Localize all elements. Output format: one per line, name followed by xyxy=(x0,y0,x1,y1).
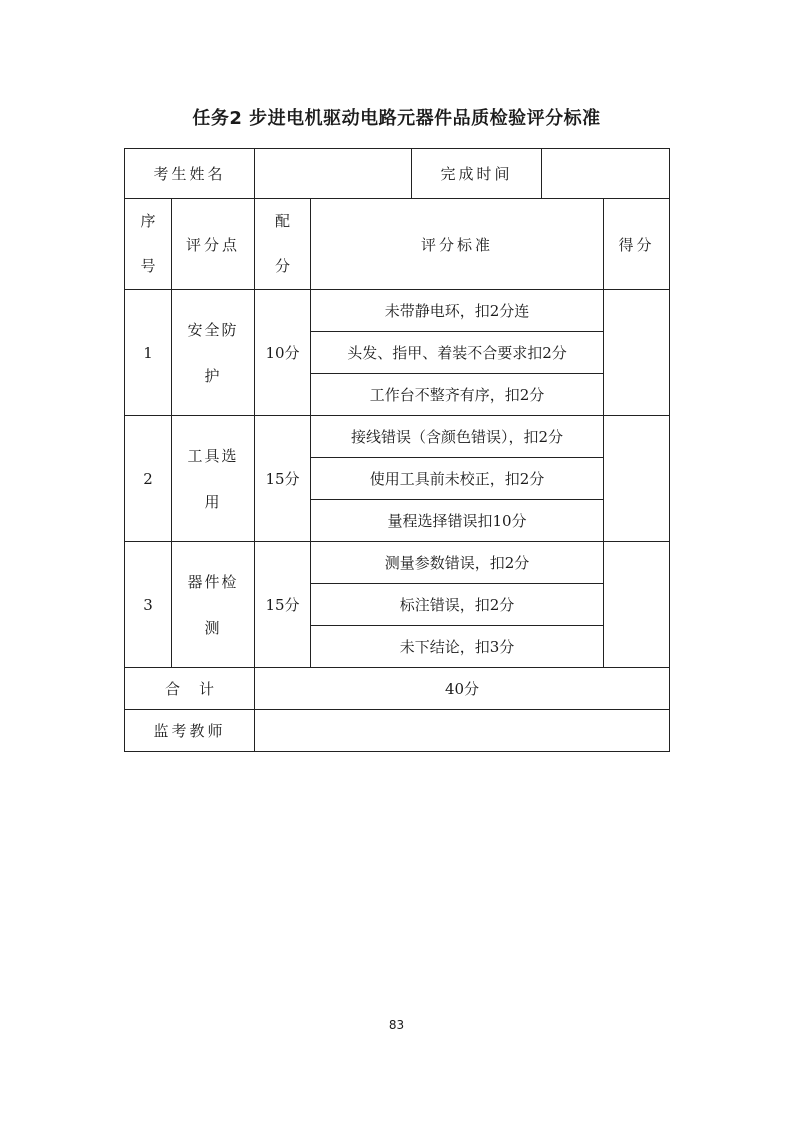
row-score: 15分 xyxy=(255,542,311,668)
row-seq: 2 xyxy=(125,416,172,542)
criteria-item: 未下结论，扣3分 xyxy=(311,626,604,668)
row-point: 器件检 测 xyxy=(172,542,255,668)
scoring-table xyxy=(124,148,670,752)
criteria-item: 测量参数错误，扣2分 xyxy=(311,542,604,584)
page-number: 83 xyxy=(388,1018,405,1032)
earned-score-cell[interactable] xyxy=(604,416,670,542)
row-seq: 1 xyxy=(125,290,172,416)
criteria-item: 使用工具前未校正，扣2分 xyxy=(311,458,604,500)
supervisor-label: 监考教师 xyxy=(125,710,255,752)
earned-score-cell[interactable] xyxy=(604,542,670,668)
criteria-item: 工作台不整齐有序，扣2分 xyxy=(311,374,604,416)
criteria-item: 量程选择错误扣10分 xyxy=(311,500,604,542)
total-label: 合 计 xyxy=(125,668,255,710)
criteria-item: 接线错误（含颜色错误），扣2分 xyxy=(311,416,604,458)
column-header-row xyxy=(125,199,670,290)
row-score: 10分 xyxy=(255,290,311,416)
col-criteria-header: 评分标准 xyxy=(311,199,604,290)
supervisor-row xyxy=(125,710,670,752)
supervisor-field[interactable] xyxy=(255,710,670,752)
earned-score-cell[interactable] xyxy=(604,290,670,416)
finish-time-label: 完成时间 xyxy=(412,149,542,199)
col-earned-header: 得分 xyxy=(604,199,670,290)
col-seq-header: 序 号 xyxy=(125,199,172,290)
col-score-header: 配 分 xyxy=(255,199,311,290)
page-title: 任务2 步进电机驱动电路元器件品质检验评分标准 xyxy=(192,108,601,129)
total-row xyxy=(125,668,670,710)
table-row xyxy=(125,416,670,458)
examinee-name-field[interactable] xyxy=(255,149,412,199)
row-point: 安全防 护 xyxy=(172,290,255,416)
table-row xyxy=(125,290,670,332)
col-point-header: 评分点 xyxy=(172,199,255,290)
examinee-label: 考生姓名 xyxy=(125,149,255,199)
finish-time-field[interactable] xyxy=(542,149,670,199)
criteria-item: 未带静电环，扣2分连 xyxy=(311,290,604,332)
row-score: 15分 xyxy=(255,416,311,542)
row-point: 工具选 用 xyxy=(172,416,255,542)
table-row xyxy=(125,542,670,584)
criteria-item: 标注错误，扣2分 xyxy=(311,584,604,626)
criteria-item: 头发、指甲、着装不合要求扣2分 xyxy=(311,332,604,374)
total-value: 40分 xyxy=(255,668,670,710)
header-row xyxy=(125,149,670,199)
row-seq: 3 xyxy=(125,542,172,668)
